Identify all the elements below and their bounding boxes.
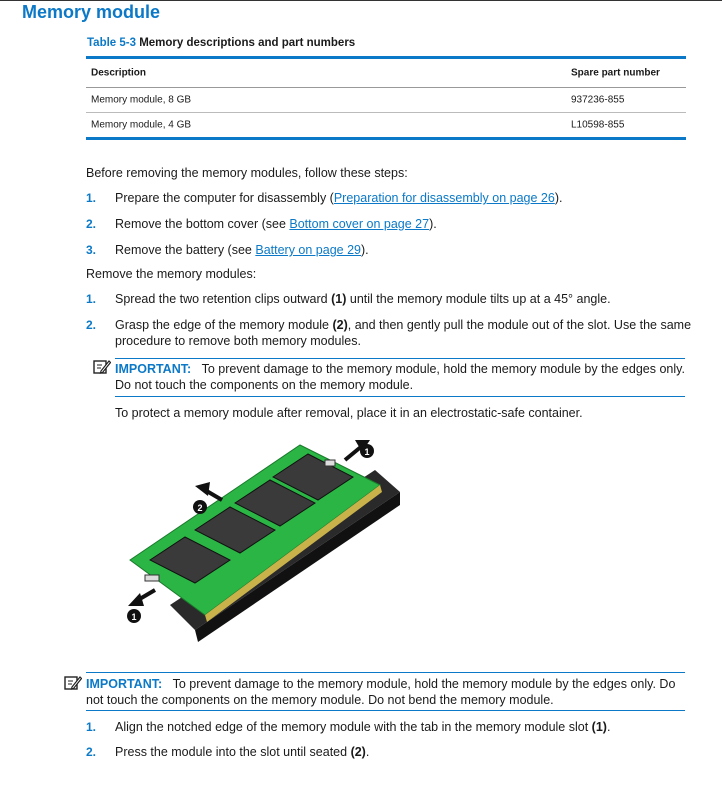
important-label: IMPORTANT: [115, 362, 192, 376]
page-title: Memory module [22, 2, 161, 22]
step-text: Press the module into the slot until seated [115, 745, 351, 759]
header-description: Description [91, 67, 147, 79]
important-icon [64, 675, 82, 691]
table-row [86, 88, 686, 113]
prep-step-1 [115, 190, 562, 206]
step-text: Align the notched edge of the memory module with the tab in the memory module slot [115, 720, 592, 734]
step-text: ). [361, 243, 369, 257]
arrow-icon [128, 590, 155, 606]
step-number: 3. [86, 243, 97, 257]
step-text: ). [429, 217, 437, 231]
memory-module-illustration [110, 430, 420, 650]
step-text: Prepare the computer for disassembly ( [115, 191, 334, 205]
retention-clip [325, 460, 335, 466]
step-number: 1. [86, 191, 97, 205]
protect-text: To protect a memory module after removal, place it in an electrostatic-safe container. [115, 406, 583, 420]
step-text: until the memory module tilts up at a 45° angle. [346, 292, 611, 306]
step-text: , and then gently pull the module out of the slot. Use the same [347, 318, 692, 332]
callout-1 [360, 444, 374, 458]
step-text: ). [554, 191, 563, 205]
arrow-icon [195, 482, 222, 500]
important-line: not touch the components on the memory module. Do not bend the memory module. [86, 693, 554, 707]
step-text: Spread the two retention clips outward [115, 292, 332, 306]
install-step-2 [115, 744, 369, 760]
step-number: 1. [86, 292, 97, 306]
cell-part-number: 937236-855 [571, 94, 625, 106]
link-battery[interactable]: Battery on page 29 [255, 243, 361, 257]
table-row [86, 113, 686, 140]
callout-ref: (2) [332, 318, 348, 332]
step-text: . [606, 720, 611, 734]
step-text: procedure to remove both memory modules. [115, 334, 361, 348]
step-number: 2. [86, 745, 97, 759]
svg-text:1: 1 [364, 447, 370, 457]
callout-1 [127, 609, 141, 623]
cell-part-number: L10598-855 [571, 119, 625, 131]
cell-description: Memory module, 8 GB [91, 94, 192, 106]
parts-table [86, 56, 686, 140]
table-header-row [86, 56, 686, 88]
important-text-1 [115, 361, 690, 393]
callout-ref: (1) [591, 720, 607, 734]
svg-text:2: 2 [197, 503, 203, 513]
step-text: Remove the battery (see [115, 243, 256, 257]
retention-clip [145, 575, 159, 581]
callout-ref: (1) [331, 292, 347, 306]
important-line: To prevent damage to the memory module, hold the memory module by the edges only. Do [172, 677, 676, 691]
important-line: To prevent damage to the memory module, hold the memory module by the edges only. [201, 362, 685, 376]
table-caption [87, 37, 355, 49]
remove-intro: Remove the memory modules: [86, 267, 257, 281]
callout-ref: (2) [350, 745, 366, 759]
important-icon [93, 359, 111, 375]
step-number: 1. [86, 720, 97, 734]
step-text: . [365, 745, 370, 759]
step-number: 2. [86, 318, 97, 332]
step-number: 2. [86, 217, 97, 231]
prep-step-2 [115, 216, 437, 232]
top-rule [0, 0, 722, 1]
important-text-2 [86, 676, 686, 708]
svg-text:1: 1 [131, 612, 137, 622]
table-caption-text: Memory descriptions and part numbers [139, 37, 356, 49]
remove-step-2 [115, 317, 695, 349]
header-spare-part: Spare part number [571, 67, 660, 79]
link-bottom-cover[interactable]: Bottom cover on page 27 [289, 217, 430, 231]
important-line: Do not touch the components on the memory module. [115, 378, 414, 392]
callout-2 [193, 500, 207, 514]
step-text: Remove the bottom cover (see [115, 217, 290, 231]
install-step-1 [115, 719, 610, 735]
important-label: IMPORTANT: [86, 677, 163, 691]
cell-description: Memory module, 4 GB [91, 119, 192, 131]
remove-step-1 [115, 291, 611, 307]
table-number: Table 5-3 [87, 37, 136, 49]
link-preparation[interactable]: Preparation for disassembly on page 26 [333, 191, 555, 205]
prep-step-3 [115, 242, 369, 258]
step-text: Grasp the edge of the memory module [115, 318, 333, 332]
before-intro: Before removing the memory modules, follow these steps: [86, 166, 408, 180]
